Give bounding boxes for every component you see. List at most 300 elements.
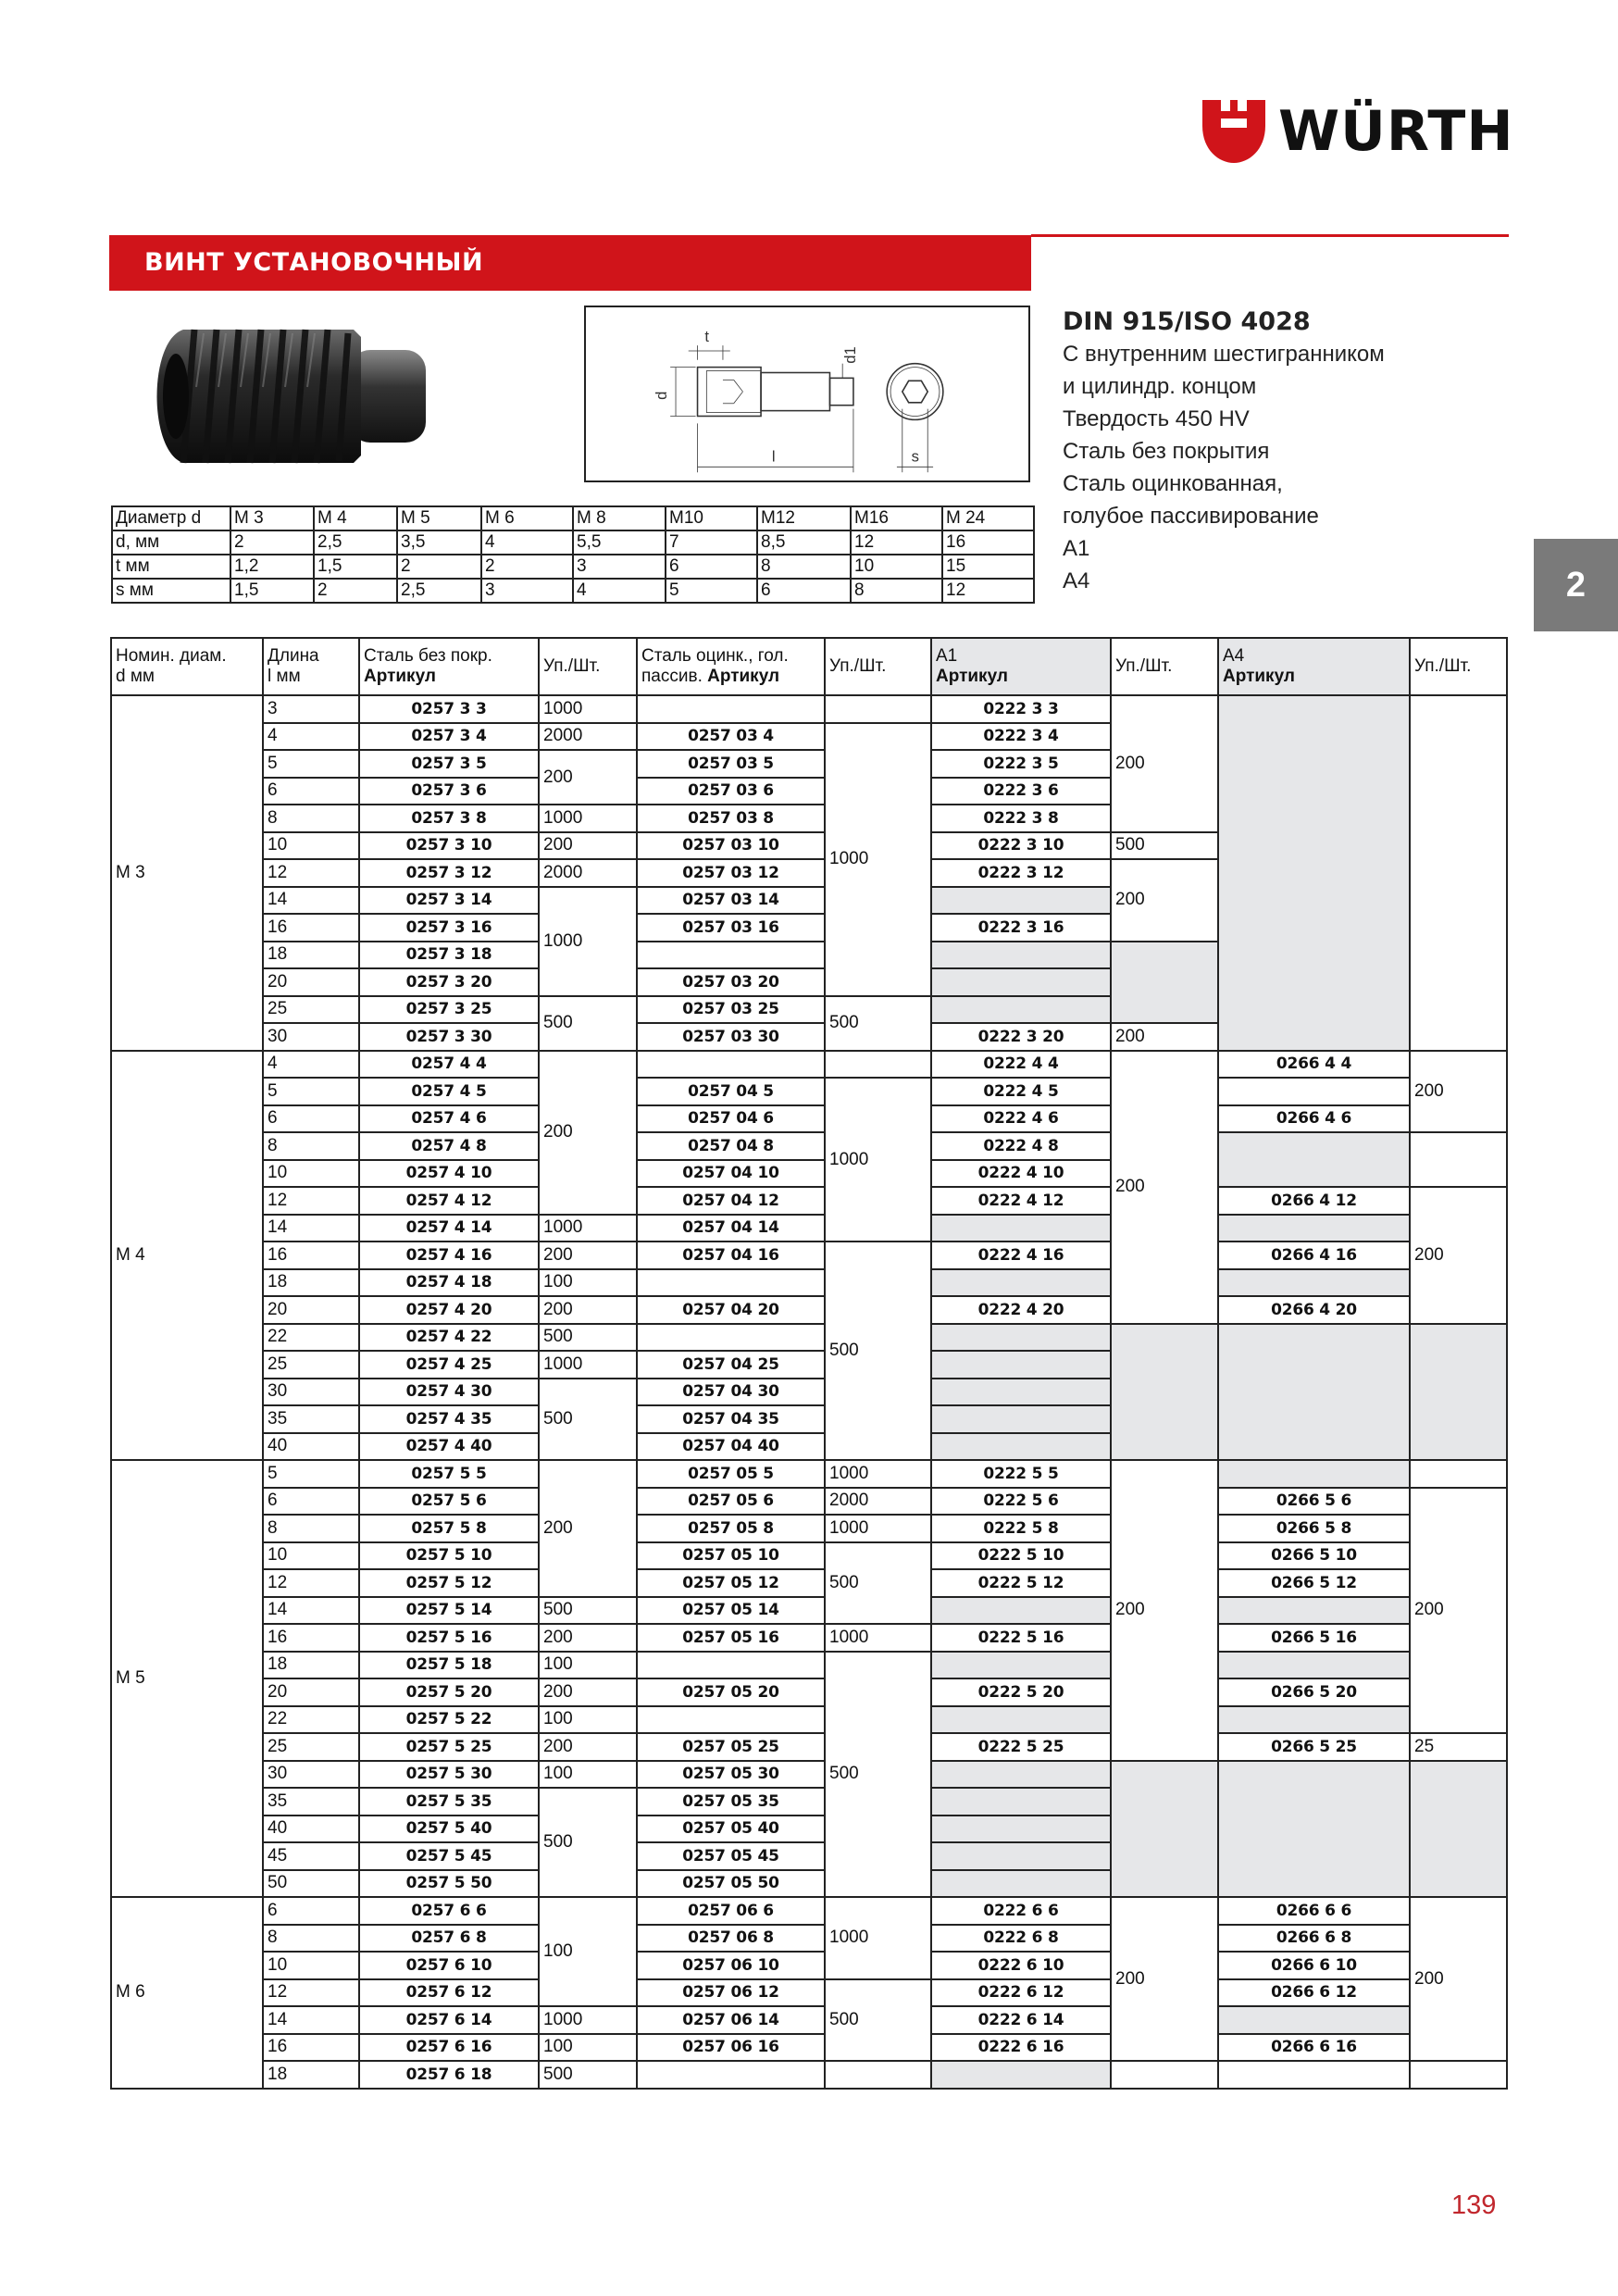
dims-cell: 5 <box>666 579 757 603</box>
a4-qty-cell <box>1410 1761 1507 1898</box>
length-cell: 50 <box>263 1870 359 1898</box>
steel-article-cell: 0257 3 14 <box>359 887 539 915</box>
a4-qty-cell: 200 <box>1410 1051 1507 1133</box>
a1-article-cell <box>931 1597 1111 1625</box>
table-row <box>111 1515 1507 1542</box>
standard-label: DIN 915/ISO 4028 <box>1063 307 1311 336</box>
length-cell: 10 <box>263 1160 359 1188</box>
steel-article-cell: 0257 5 18 <box>359 1652 539 1679</box>
zinc-qty-cell <box>825 695 931 723</box>
zinc-article-cell: 0257 03 20 <box>637 968 825 996</box>
a1-qty-cell <box>1111 1324 1218 1461</box>
a4-article-cell <box>1218 2006 1410 2034</box>
a4-article-cell: 0266 4 16 <box>1218 1242 1410 1269</box>
spec-line: С внутренним шестигранником <box>1063 342 1385 367</box>
zinc-article-cell: 0257 04 16 <box>637 1242 825 1269</box>
steel-qty-cell: 2000 <box>539 859 637 887</box>
a1-article-cell <box>931 1788 1111 1816</box>
dims-cell: 8 <box>757 555 851 579</box>
a4-article-cell <box>1218 1215 1410 1242</box>
header-a4: A4 Артикул <box>1218 638 1410 695</box>
a4-article-cell: 0266 6 6 <box>1218 1897 1410 1925</box>
a4-article-cell: 0266 5 12 <box>1218 1569 1410 1597</box>
header-length: Длина l мм <box>263 638 359 695</box>
length-cell: 25 <box>263 1733 359 1761</box>
technical-drawing <box>584 306 1030 482</box>
a4-qty-cell: 200 <box>1410 1897 1507 2061</box>
zinc-article-cell: 0257 04 5 <box>637 1078 825 1105</box>
dims-cell: 16 <box>942 530 1034 555</box>
length-cell: 40 <box>263 1816 359 1843</box>
length-cell: 6 <box>263 1105 359 1133</box>
zinc-article-cell: 0257 06 16 <box>637 2034 825 2062</box>
zinc-article-cell: 0257 05 30 <box>637 1761 825 1789</box>
zinc-article-cell: 0257 03 25 <box>637 996 825 1024</box>
steel-qty-cell: 200 <box>539 1624 637 1652</box>
a1-article-cell: 0222 3 8 <box>931 805 1111 832</box>
steel-article-cell: 0257 5 12 <box>359 1569 539 1597</box>
a1-article-cell: 0222 3 20 <box>931 1023 1111 1051</box>
steel-qty-cell: 200 <box>539 1733 637 1761</box>
steel-article-cell: 0257 5 40 <box>359 1816 539 1843</box>
a1-article-cell: 0222 5 16 <box>931 1624 1111 1652</box>
dims-cell: 2 <box>481 555 573 579</box>
table-row <box>111 1952 1507 1979</box>
zinc-article-cell: 0257 03 6 <box>637 778 825 805</box>
zinc-article-cell: 0257 05 20 <box>637 1678 825 1706</box>
a1-qty-cell: 200 <box>1111 695 1218 832</box>
a1-article-cell: 0222 6 8 <box>931 1925 1111 1953</box>
a1-article-cell <box>931 1269 1111 1297</box>
zinc-qty-cell: 1000 <box>825 1078 931 1242</box>
steel-article-cell: 0257 6 8 <box>359 1925 539 1953</box>
section-header <box>109 235 1031 291</box>
length-cell: 18 <box>263 2061 359 2089</box>
table-row <box>111 1460 1507 1488</box>
zinc-article-cell: 0257 04 20 <box>637 1296 825 1324</box>
table-row <box>111 1187 1507 1215</box>
zinc-article-cell: 0257 03 4 <box>637 723 825 751</box>
dims-cell: 5,5 <box>573 530 666 555</box>
spec-line: Твердость 450 HV <box>1063 406 1250 431</box>
length-cell: 30 <box>263 1023 359 1051</box>
steel-article-cell: 0257 3 5 <box>359 750 539 778</box>
dims-row-label: s мм <box>112 579 230 603</box>
dims-row-label: t мм <box>112 555 230 579</box>
dims-cell: 6 <box>666 555 757 579</box>
zinc-article-cell <box>637 2061 825 2089</box>
steel-article-cell: 0257 3 20 <box>359 968 539 996</box>
steel-qty-cell: 100 <box>539 1897 637 2006</box>
steel-article-cell: 0257 5 16 <box>359 1624 539 1652</box>
steel-article-cell: 0257 5 20 <box>359 1678 539 1706</box>
steel-article-cell: 0257 4 14 <box>359 1215 539 1242</box>
steel-qty-cell: 500 <box>539 1379 637 1461</box>
length-cell: 18 <box>263 942 359 969</box>
a4-article-cell: 0266 6 12 <box>1218 1979 1410 2007</box>
zinc-article-cell: 0257 05 16 <box>637 1624 825 1652</box>
table-row <box>111 1215 1507 1242</box>
a1-article-cell: 0222 3 4 <box>931 723 1111 751</box>
steel-article-cell: 0257 3 3 <box>359 695 539 723</box>
a1-article-cell <box>931 1405 1111 1433</box>
a1-article-cell: 0222 4 4 <box>931 1051 1111 1079</box>
dims-cell: 3 <box>573 555 666 579</box>
steel-article-cell: 0257 4 12 <box>359 1187 539 1215</box>
a4-qty-cell: 200 <box>1410 1488 1507 1734</box>
zinc-article-cell: 0257 05 10 <box>637 1542 825 1570</box>
a1-qty-cell <box>1111 1761 1218 1898</box>
a4-qty-cell: 200 <box>1410 1187 1507 1324</box>
length-cell: 14 <box>263 887 359 915</box>
a4-qty-cell <box>1410 2061 1507 2089</box>
steel-qty-cell: 200 <box>539 1460 637 1597</box>
dims-row <box>112 579 1034 603</box>
a1-article-cell <box>931 1761 1111 1789</box>
steel-article-cell: 0257 4 10 <box>359 1160 539 1188</box>
length-cell: 30 <box>263 1761 359 1789</box>
zinc-article-cell <box>637 1324 825 1352</box>
a1-qty-cell <box>1111 2061 1218 2089</box>
steel-article-cell: 0257 4 4 <box>359 1051 539 1079</box>
a4-article-cell: 0266 5 6 <box>1218 1488 1410 1516</box>
steel-qty-cell: 100 <box>539 1761 637 1789</box>
zinc-article-cell: 0257 06 8 <box>637 1925 825 1953</box>
a4-article-cell: 0266 5 8 <box>1218 1515 1410 1542</box>
length-cell: 30 <box>263 1379 359 1406</box>
steel-qty-cell: 2000 <box>539 723 637 751</box>
length-cell: 5 <box>263 1078 359 1105</box>
dims-cell: 1,5 <box>230 579 314 603</box>
header-nominal: Номин. диам. d мм <box>111 638 263 695</box>
steel-qty-cell: 1000 <box>539 1215 637 1242</box>
nominal-diameter-cell: M 3 <box>111 695 263 1051</box>
a1-article-cell <box>931 887 1111 915</box>
dims-cell: 10 <box>851 555 942 579</box>
zinc-article-cell: 0257 03 16 <box>637 914 825 942</box>
a1-article-cell <box>931 1215 1111 1242</box>
a1-article-cell: 0222 5 20 <box>931 1678 1111 1706</box>
drawing-label-l: l <box>771 447 776 466</box>
a1-article-cell <box>931 1379 1111 1406</box>
dims-cell: 2 <box>397 555 481 579</box>
length-cell: 5 <box>263 1460 359 1488</box>
a1-article-cell <box>931 1816 1111 1843</box>
dims-cell: 12 <box>851 530 942 555</box>
steel-qty-cell: 500 <box>539 1788 637 1897</box>
a1-article-cell: 0222 4 6 <box>931 1105 1111 1133</box>
steel-qty-cell: 500 <box>539 1324 637 1352</box>
zinc-article-cell: 0257 04 35 <box>637 1405 825 1433</box>
product-table <box>110 637 1508 2090</box>
steel-qty-cell: 100 <box>539 1269 637 1297</box>
nominal-diameter-cell: M 5 <box>111 1460 263 1897</box>
length-cell: 22 <box>263 1706 359 1734</box>
table-row <box>111 1733 1507 1761</box>
dims-cell: 4 <box>481 530 573 555</box>
a4-article-cell <box>1218 1132 1410 1187</box>
a1-article-cell: 0222 5 25 <box>931 1733 1111 1761</box>
dims-row-label: Диаметр d <box>112 506 230 530</box>
table-row <box>111 1296 1507 1324</box>
steel-article-cell: 0257 4 22 <box>359 1324 539 1352</box>
length-cell: 12 <box>263 1569 359 1597</box>
length-cell: 20 <box>263 1296 359 1324</box>
length-cell: 12 <box>263 1187 359 1215</box>
length-cell: 8 <box>263 1925 359 1953</box>
steel-article-cell: 0257 4 20 <box>359 1296 539 1324</box>
steel-article-cell: 0257 3 25 <box>359 996 539 1024</box>
a1-qty-cell: 500 <box>1111 832 1218 860</box>
header-zinc: Сталь оцинк., гол. пассив. Артикул <box>637 638 825 695</box>
steel-article-cell: 0257 6 12 <box>359 1979 539 2007</box>
dims-cell: 6 <box>757 579 851 603</box>
table-row <box>111 1269 1507 1297</box>
zinc-article-cell: 0257 04 8 <box>637 1132 825 1160</box>
a1-qty-cell: 200 <box>1111 859 1218 942</box>
steel-qty-cell: 200 <box>539 832 637 860</box>
zinc-article-cell: 0257 04 25 <box>637 1351 825 1379</box>
a1-article-cell: 0222 3 10 <box>931 832 1111 860</box>
length-cell: 45 <box>263 1842 359 1870</box>
length-cell: 6 <box>263 1488 359 1516</box>
a1-qty-cell: 200 <box>1111 1897 1218 2061</box>
zinc-qty-cell: 1000 <box>825 1460 931 1488</box>
a1-article-cell: 0222 3 3 <box>931 695 1111 723</box>
steel-qty-cell: 100 <box>539 1652 637 1679</box>
brand-name: WÜRTH <box>1278 99 1514 164</box>
nominal-diameter-cell: M 6 <box>111 1897 263 2089</box>
length-cell: 20 <box>263 968 359 996</box>
zinc-qty-cell: 1000 <box>825 1515 931 1542</box>
a4-article-cell: 0266 5 25 <box>1218 1733 1410 1761</box>
table-row <box>111 1925 1507 1953</box>
zinc-article-cell: 0257 03 30 <box>637 1023 825 1051</box>
a1-article-cell: 0222 5 5 <box>931 1460 1111 1488</box>
a1-article-cell <box>931 1324 1111 1352</box>
length-cell: 20 <box>263 1678 359 1706</box>
a4-qty-cell <box>1410 1460 1507 1488</box>
zinc-qty-cell: 1000 <box>825 723 931 996</box>
steel-qty-cell: 1000 <box>539 1351 637 1379</box>
zinc-article-cell: 0257 03 8 <box>637 805 825 832</box>
zinc-article-cell <box>637 1269 825 1297</box>
zinc-article-cell: 0257 05 12 <box>637 1569 825 1597</box>
length-cell: 5 <box>263 750 359 778</box>
length-cell: 16 <box>263 1242 359 1269</box>
zinc-article-cell: 0257 03 5 <box>637 750 825 778</box>
table-row <box>111 1051 1507 1079</box>
a4-article-cell: 0266 6 10 <box>1218 1952 1410 1979</box>
dims-cell: 2,5 <box>397 579 481 603</box>
table-row <box>111 1897 1507 1925</box>
steel-qty-cell: 200 <box>539 1678 637 1706</box>
dims-cell: 8 <box>851 579 942 603</box>
length-cell: 35 <box>263 1788 359 1816</box>
steel-article-cell: 0257 4 18 <box>359 1269 539 1297</box>
zinc-article-cell: 0257 03 14 <box>637 887 825 915</box>
length-cell: 14 <box>263 1215 359 1242</box>
table-row <box>111 1761 1507 1789</box>
dims-cell: M 4 <box>314 506 397 530</box>
table-row <box>111 1624 1507 1652</box>
a1-qty-cell: 200 <box>1111 1051 1218 1324</box>
length-cell: 22 <box>263 1324 359 1352</box>
dims-row <box>112 506 1034 530</box>
zinc-article-cell: 0257 04 6 <box>637 1105 825 1133</box>
steel-qty-cell: 200 <box>539 750 637 805</box>
a1-article-cell <box>931 2061 1111 2089</box>
table-row <box>111 1242 1507 1269</box>
a4-article-cell: 0266 4 20 <box>1218 1296 1410 1324</box>
zinc-article-cell: 0257 04 30 <box>637 1379 825 1406</box>
steel-article-cell: 0257 4 25 <box>359 1351 539 1379</box>
spec-line: A1 <box>1063 536 1090 561</box>
a4-article-cell: 0266 5 20 <box>1218 1678 1410 1706</box>
a4-article-cell: 0266 6 16 <box>1218 2034 1410 2062</box>
steel-article-cell: 0257 4 35 <box>359 1405 539 1433</box>
zinc-article-cell: 0257 04 40 <box>637 1433 825 1461</box>
header-a1-qty: Уп./Шт. <box>1111 638 1218 695</box>
a1-article-cell: 0222 4 5 <box>931 1078 1111 1105</box>
length-cell: 10 <box>263 1542 359 1570</box>
steel-article-cell: 0257 5 45 <box>359 1842 539 1870</box>
a4-qty-cell: 25 <box>1410 1733 1507 1761</box>
dims-cell: 15 <box>942 555 1034 579</box>
dims-row-label: d, мм <box>112 530 230 555</box>
a1-article-cell <box>931 1652 1111 1679</box>
zinc-article-cell <box>637 1051 825 1079</box>
length-cell: 16 <box>263 2034 359 2062</box>
dims-cell: 3,5 <box>397 530 481 555</box>
length-cell: 16 <box>263 914 359 942</box>
steel-article-cell: 0257 5 5 <box>359 1460 539 1488</box>
table-row <box>111 1078 1507 1105</box>
a1-article-cell: 0222 3 5 <box>931 750 1111 778</box>
a1-qty-cell <box>1111 942 1218 1024</box>
a1-article-cell: 0222 6 12 <box>931 1979 1111 2007</box>
zinc-article-cell <box>637 695 825 723</box>
a1-qty-cell: 200 <box>1111 1023 1218 1051</box>
zinc-article-cell: 0257 03 12 <box>637 859 825 887</box>
length-cell: 6 <box>263 1897 359 1925</box>
steel-article-cell: 0257 3 8 <box>359 805 539 832</box>
table-row <box>111 1678 1507 1706</box>
table-row <box>111 1324 1507 1352</box>
length-cell: 25 <box>263 996 359 1024</box>
zinc-article-cell: 0257 03 10 <box>637 832 825 860</box>
a4-article-cell <box>1218 1460 1410 1488</box>
table-row <box>111 1706 1507 1734</box>
a1-article-cell <box>931 968 1111 996</box>
product-specs <box>1063 306 1385 597</box>
steel-article-cell: 0257 3 6 <box>359 778 539 805</box>
drawing-label-d1: d1 <box>840 346 859 364</box>
a4-qty-cell <box>1410 695 1507 1051</box>
table-row <box>111 1597 1507 1625</box>
table-row <box>111 1542 1507 1570</box>
table-row <box>111 695 1507 723</box>
a4-article-cell <box>1218 1761 1410 1898</box>
a4-article-cell <box>1218 1597 1410 1625</box>
steel-qty-cell: 100 <box>539 2034 637 2062</box>
a4-article-cell <box>1218 2061 1410 2089</box>
a1-article-cell: 0222 6 14 <box>931 2006 1111 2034</box>
steel-qty-cell: 1000 <box>539 887 637 996</box>
length-cell: 25 <box>263 1351 359 1379</box>
steel-qty-cell: 1000 <box>539 805 637 832</box>
a4-qty-cell <box>1410 1132 1507 1187</box>
steel-article-cell: 0257 4 8 <box>359 1132 539 1160</box>
header-steel: Сталь без покр. Артикул <box>359 638 539 695</box>
a1-article-cell: 0222 4 8 <box>931 1132 1111 1160</box>
a1-article-cell: 0222 6 16 <box>931 2034 1111 2062</box>
a4-article-cell <box>1218 695 1410 1051</box>
header-a4-qty: Уп./Шт. <box>1410 638 1507 695</box>
a1-article-cell: 0222 5 8 <box>931 1515 1111 1542</box>
length-cell: 8 <box>263 1132 359 1160</box>
dims-cell: 1,2 <box>230 555 314 579</box>
steel-article-cell: 0257 5 30 <box>359 1761 539 1789</box>
a1-article-cell <box>931 996 1111 1024</box>
a4-article-cell: 0266 5 10 <box>1218 1542 1410 1570</box>
steel-article-cell: 0257 3 16 <box>359 914 539 942</box>
a4-article-cell <box>1218 1078 1410 1105</box>
zinc-article-cell: 0257 04 10 <box>637 1160 825 1188</box>
a1-article-cell: 0222 3 12 <box>931 859 1111 887</box>
a1-article-cell <box>931 1706 1111 1734</box>
zinc-article-cell: 0257 06 6 <box>637 1897 825 1925</box>
wurth-logo <box>1201 96 1515 167</box>
steel-qty-cell: 200 <box>539 1242 637 1269</box>
steel-qty-cell: 500 <box>539 1597 637 1625</box>
steel-article-cell: 0257 3 10 <box>359 832 539 860</box>
length-cell: 12 <box>263 1979 359 2007</box>
zinc-article-cell: 0257 05 45 <box>637 1842 825 1870</box>
dims-cell: M 5 <box>397 506 481 530</box>
zinc-article-cell: 0257 06 12 <box>637 1979 825 2007</box>
dims-cell: M 24 <box>942 506 1034 530</box>
length-cell: 14 <box>263 1597 359 1625</box>
steel-article-cell: 0257 3 4 <box>359 723 539 751</box>
a1-article-cell <box>931 1351 1111 1379</box>
wurth-logo-icon <box>1201 98 1267 165</box>
zinc-qty-cell <box>825 1051 931 1079</box>
header-divider <box>1031 234 1509 237</box>
a4-article-cell: 0266 4 12 <box>1218 1187 1410 1215</box>
a4-article-cell: 0266 6 8 <box>1218 1925 1410 1953</box>
steel-article-cell: 0257 6 18 <box>359 2061 539 2089</box>
zinc-qty-cell: 2000 <box>825 1488 931 1516</box>
dims-cell: 2,5 <box>314 530 397 555</box>
zinc-article-cell: 0257 05 6 <box>637 1488 825 1516</box>
a4-article-cell: 0266 5 16 <box>1218 1624 1410 1652</box>
a1-article-cell: 0222 3 6 <box>931 778 1111 805</box>
a1-article-cell: 0222 6 10 <box>931 1952 1111 1979</box>
length-cell: 10 <box>263 1952 359 1979</box>
header-a1: A1 Артикул <box>931 638 1111 695</box>
table-row <box>111 2034 1507 2062</box>
a1-article-cell: 0222 6 6 <box>931 1897 1111 1925</box>
table-header-row <box>111 638 1507 695</box>
length-cell: 3 <box>263 695 359 723</box>
steel-article-cell: 0257 5 35 <box>359 1788 539 1816</box>
steel-qty-cell: 200 <box>539 1296 637 1324</box>
dims-cell: 12 <box>942 579 1034 603</box>
a1-article-cell: 0222 5 12 <box>931 1569 1111 1597</box>
length-cell: 40 <box>263 1433 359 1461</box>
steel-article-cell: 0257 5 50 <box>359 1870 539 1898</box>
